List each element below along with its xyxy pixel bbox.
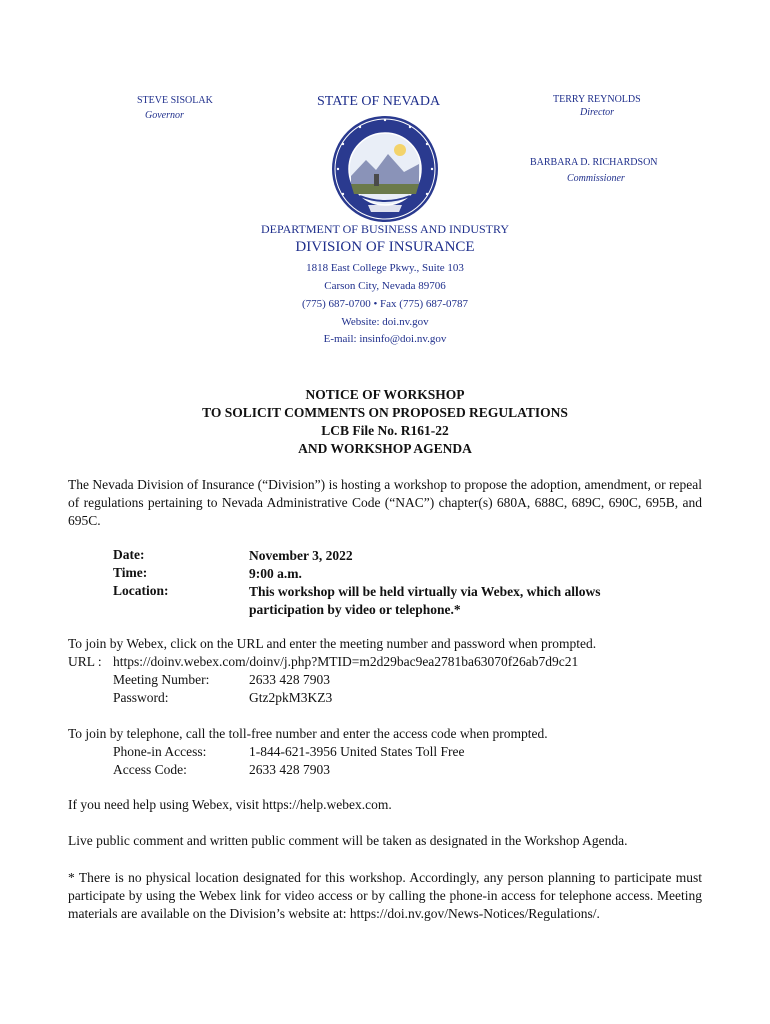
meeting-number-label: Meeting Number:	[113, 672, 210, 687]
footnote-paragraph: * There is no physical location designated for this workshop. Accordingly, any person planning to participate must participate by using the Webex link for video access or by calling the phone-in access for telephone access. Meeting materials are available on the Division’s website at: https://doi.nv.gov/News-Notices/Regulations/.	[68, 870, 702, 921]
state-heading: STATE OF NEVADA	[317, 94, 441, 109]
webex-help-text: If you need help using Webex, visit https://help.webex.com.	[68, 797, 392, 812]
date-label: Date:	[113, 547, 145, 562]
address-city: Carson City, Nevada 89706	[324, 280, 446, 292]
commissioner-name: BARBARA D. RICHARDSON	[530, 157, 658, 168]
address-website: Website: doi.nv.gov	[341, 316, 429, 328]
department-name: DEPARTMENT OF BUSINESS AND INDUSTRY	[261, 222, 509, 236]
date-value: November 3, 2022	[249, 548, 353, 563]
director-name: TERRY REYNOLDS	[553, 94, 641, 105]
location-value-line1: This workshop will be held virtually via Webex, which allows	[249, 584, 601, 599]
phone-access-value: 1-844-621-3956 United States Toll Free	[249, 744, 465, 759]
governor-name: STEVE SISOLAK	[137, 95, 213, 106]
webex-instructions: To join by Webex, click on the URL and enter the meeting number and password when prompted.	[68, 636, 597, 651]
title-line: TO SOLICIT COMMENTS ON PROPOSED REGULATIONS	[202, 405, 568, 420]
state-seal-icon	[330, 114, 440, 224]
time-label: Time:	[113, 565, 148, 580]
phone-instructions: To join by telephone, call the toll-free number and enter the access code when prompted.	[68, 726, 548, 741]
address-phone: (775) 687-0700 • Fax (775) 687-0787	[301, 298, 469, 310]
meeting-number-value: 2633 428 7903	[249, 672, 330, 687]
location-value-line2: participation by video or telephone.*	[249, 602, 461, 617]
title-line: AND WORKSHOP AGENDA	[298, 441, 472, 456]
time-value: 9:00 a.m.	[249, 566, 302, 581]
location-label: Location:	[113, 583, 169, 598]
access-code-label: Access Code:	[113, 762, 187, 777]
address-street: 1818 East College Pkwy., Suite 103	[306, 262, 464, 274]
intro-paragraph: The Nevada Division of Insurance (“Division”) is hosting a workshop to propose the adoption, amendment, or repeal of regulations pertaining to Nevada Administrative Code (“NAC”) chapter(s) 680A, 688C, 689C, 690C, 695B, and 695C.	[68, 477, 702, 528]
password-value: Gtz2pkM3KZ3	[249, 690, 333, 705]
director-title: Director	[580, 107, 615, 118]
title-line: LCB File No. R161-22	[321, 423, 449, 438]
access-code-value: 2633 428 7903	[249, 762, 330, 777]
phone-access-label: Phone-in Access:	[113, 744, 207, 759]
commissioner-title: Commissioner	[567, 173, 625, 184]
division-name: DIVISION OF INSURANCE	[295, 239, 475, 255]
public-comment-text: Live public comment and written public comment will be taken as designated in the Workshop Agenda.	[68, 833, 628, 848]
address-email: E-mail: insinfo@doi.nv.gov	[323, 333, 447, 345]
title-line: NOTICE OF WORKSHOP	[305, 387, 465, 402]
password-label: Password:	[113, 690, 169, 705]
url-label: URL :	[68, 654, 102, 669]
governor-title: Governor	[145, 110, 184, 121]
notice-title	[0, 386, 770, 458]
webex-url-link[interactable]: https://doinv.webex.com/doinv/j.php?MTID=m2d29bac9ea2781ba63070f26ab7d9c21	[113, 654, 579, 669]
